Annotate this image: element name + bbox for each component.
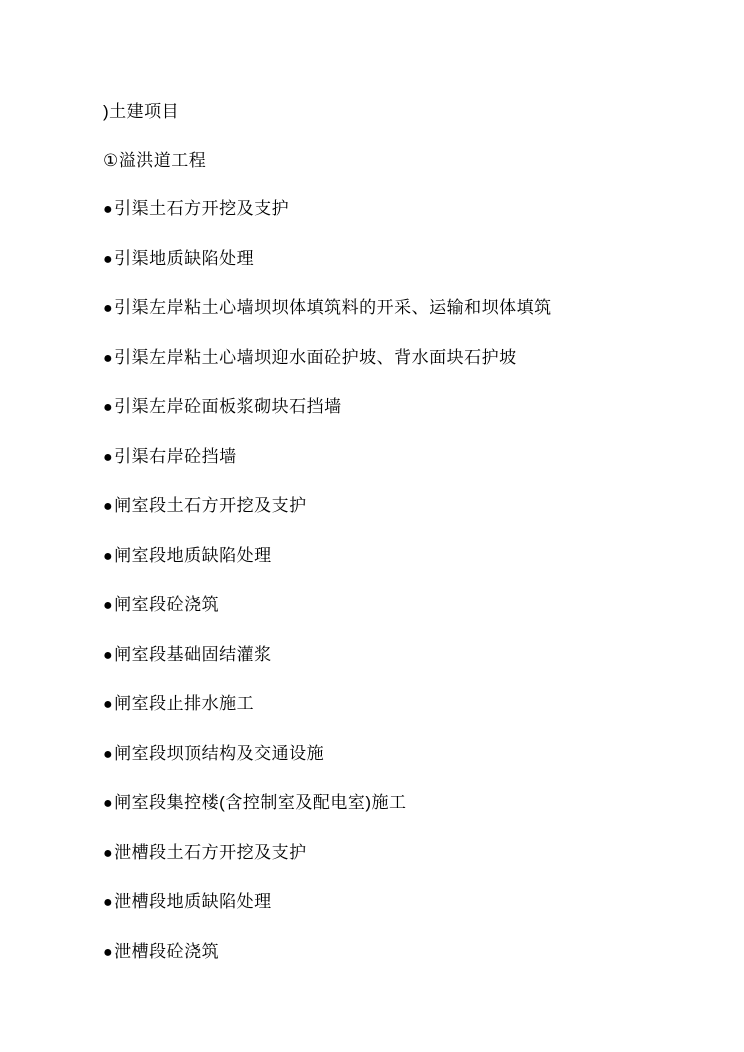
list-item-text: 引渠左岸粘土心墙坝迎水面砼护坡、背水面块石护坡 — [114, 347, 517, 367]
bullet-icon: ● — [103, 399, 114, 416]
bullet-icon: ● — [103, 498, 114, 515]
list-item-text: 闸室段砼浇筑 — [114, 595, 220, 614]
list-item — [103, 792, 552, 815]
document-content — [103, 101, 552, 964]
list-item-text: 引渠右岸砼挡墙 — [114, 446, 237, 466]
list-item-text: 闸室段基础固结灌浆 — [114, 644, 272, 664]
list-item — [103, 891, 552, 914]
bullet-icon: ● — [103, 646, 114, 664]
bullet-icon: ● — [103, 349, 114, 367]
list-item-text: 闸室段地质缺陷处理 — [114, 545, 272, 565]
heading: )土建项目 — [103, 102, 180, 121]
list-item — [103, 248, 552, 271]
bullet-icon: ● — [103, 745, 114, 763]
bullet-icon: ● — [103, 696, 114, 713]
list-item — [103, 198, 552, 221]
list-item-text: 泄槽段土石方开挖及支护 — [114, 842, 307, 862]
list-item — [103, 842, 552, 865]
list-item — [103, 545, 552, 568]
list-item-text: 闸室段坝顶结构及交通设施 — [114, 743, 325, 763]
list-item — [103, 743, 552, 766]
list-item-text: 引渠左岸砼面板浆砌块石挡墙 — [114, 397, 342, 416]
bullet-icon: ● — [103, 448, 114, 466]
bullet-icon: ● — [103, 201, 114, 218]
section-heading: ①溢洪道工程 — [103, 150, 207, 170]
list-item-text: 引渠土石方开挖及支护 — [114, 199, 290, 218]
bullet-icon: ● — [103, 250, 114, 268]
bullet-icon: ● — [103, 547, 114, 565]
list-item-text: 泄槽段砼浇筑 — [114, 941, 220, 961]
list-item — [103, 446, 552, 469]
list-item-text: 闸室段止排水施工 — [114, 694, 255, 713]
bullet-icon: ● — [103, 300, 114, 317]
bullet-icon: ● — [103, 943, 114, 961]
list-item-text: 引渠左岸粘土心墙坝坝体填筑料的开采、运输和坝体填筑 — [114, 298, 552, 317]
bullet-icon: ● — [103, 795, 114, 812]
bullet-icon: ● — [103, 844, 114, 862]
list-item — [103, 396, 552, 419]
list-item — [103, 347, 552, 370]
list-item — [103, 297, 552, 320]
list-item — [103, 594, 552, 617]
list-item-text: 引渠地质缺陷处理 — [114, 248, 255, 268]
bullet-icon: ● — [103, 597, 114, 614]
list-item — [103, 495, 552, 518]
list-item — [103, 644, 552, 667]
list-item-text: 闸室段集控楼(含控制室及配电室)施工 — [114, 793, 407, 812]
bullet-icon: ● — [103, 894, 114, 911]
list-item — [103, 941, 552, 964]
list-item — [103, 693, 552, 716]
list-item-text: 闸室段土石方开挖及支护 — [114, 496, 307, 515]
list-item-text: 泄槽段地质缺陷处理 — [114, 892, 272, 911]
